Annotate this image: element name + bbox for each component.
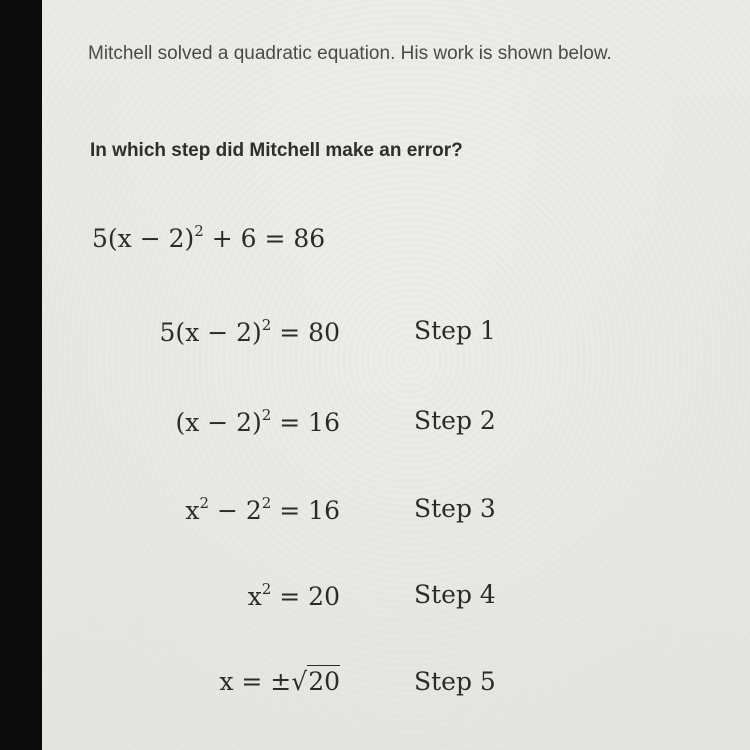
step-3-equation bbox=[185, 494, 340, 525]
step-2-label: Step 2 bbox=[414, 406, 496, 435]
given-equation bbox=[92, 222, 325, 253]
step-1-equation bbox=[160, 316, 340, 347]
step-3-exponent-2: 2 bbox=[261, 494, 272, 512]
step-4-rhs: = 20 bbox=[271, 582, 340, 611]
step-1-label: Step 1 bbox=[414, 316, 496, 345]
step-3-label: Step 3 bbox=[414, 494, 496, 523]
step-3-exponent: 2 bbox=[199, 494, 210, 512]
sqrt-radicand: 20 bbox=[308, 667, 340, 696]
step-2-lhs: (x − 2) bbox=[175, 408, 262, 437]
given-rhs: + 6 = 86 bbox=[203, 224, 326, 253]
step-2-rhs: = 16 bbox=[271, 408, 340, 437]
problem-intro: Mitchell solved a quadratic equation. His work is shown below. bbox=[88, 43, 612, 64]
step-5-label: Step 5 bbox=[414, 667, 496, 696]
step-5-equation bbox=[219, 667, 340, 696]
step-2-equation bbox=[175, 406, 340, 437]
step-3-mid: − 2 bbox=[209, 496, 262, 525]
question-prompt: In which step did Mitchell make an error? bbox=[90, 140, 463, 161]
given-exponent: 2 bbox=[194, 222, 204, 240]
step-3-rhs: = 16 bbox=[271, 496, 340, 525]
given-lhs: 5(x − 2) bbox=[92, 224, 195, 253]
step-5-lhs: x = ± bbox=[219, 667, 292, 696]
sqrt-symbol: √ bbox=[291, 667, 308, 696]
step-3-lhs: x bbox=[185, 496, 200, 525]
step-4-exponent: 2 bbox=[261, 580, 272, 598]
step-1-exponent: 2 bbox=[261, 316, 272, 334]
step-1-rhs: = 80 bbox=[271, 318, 340, 347]
step-4-equation bbox=[248, 580, 340, 611]
step-1-lhs: 5(x − 2) bbox=[159, 318, 262, 347]
screen-area bbox=[42, 0, 750, 750]
square-root bbox=[291, 667, 340, 696]
step-4-label: Step 4 bbox=[414, 580, 496, 609]
step-4-lhs: x bbox=[247, 582, 262, 611]
step-2-exponent: 2 bbox=[261, 406, 272, 424]
